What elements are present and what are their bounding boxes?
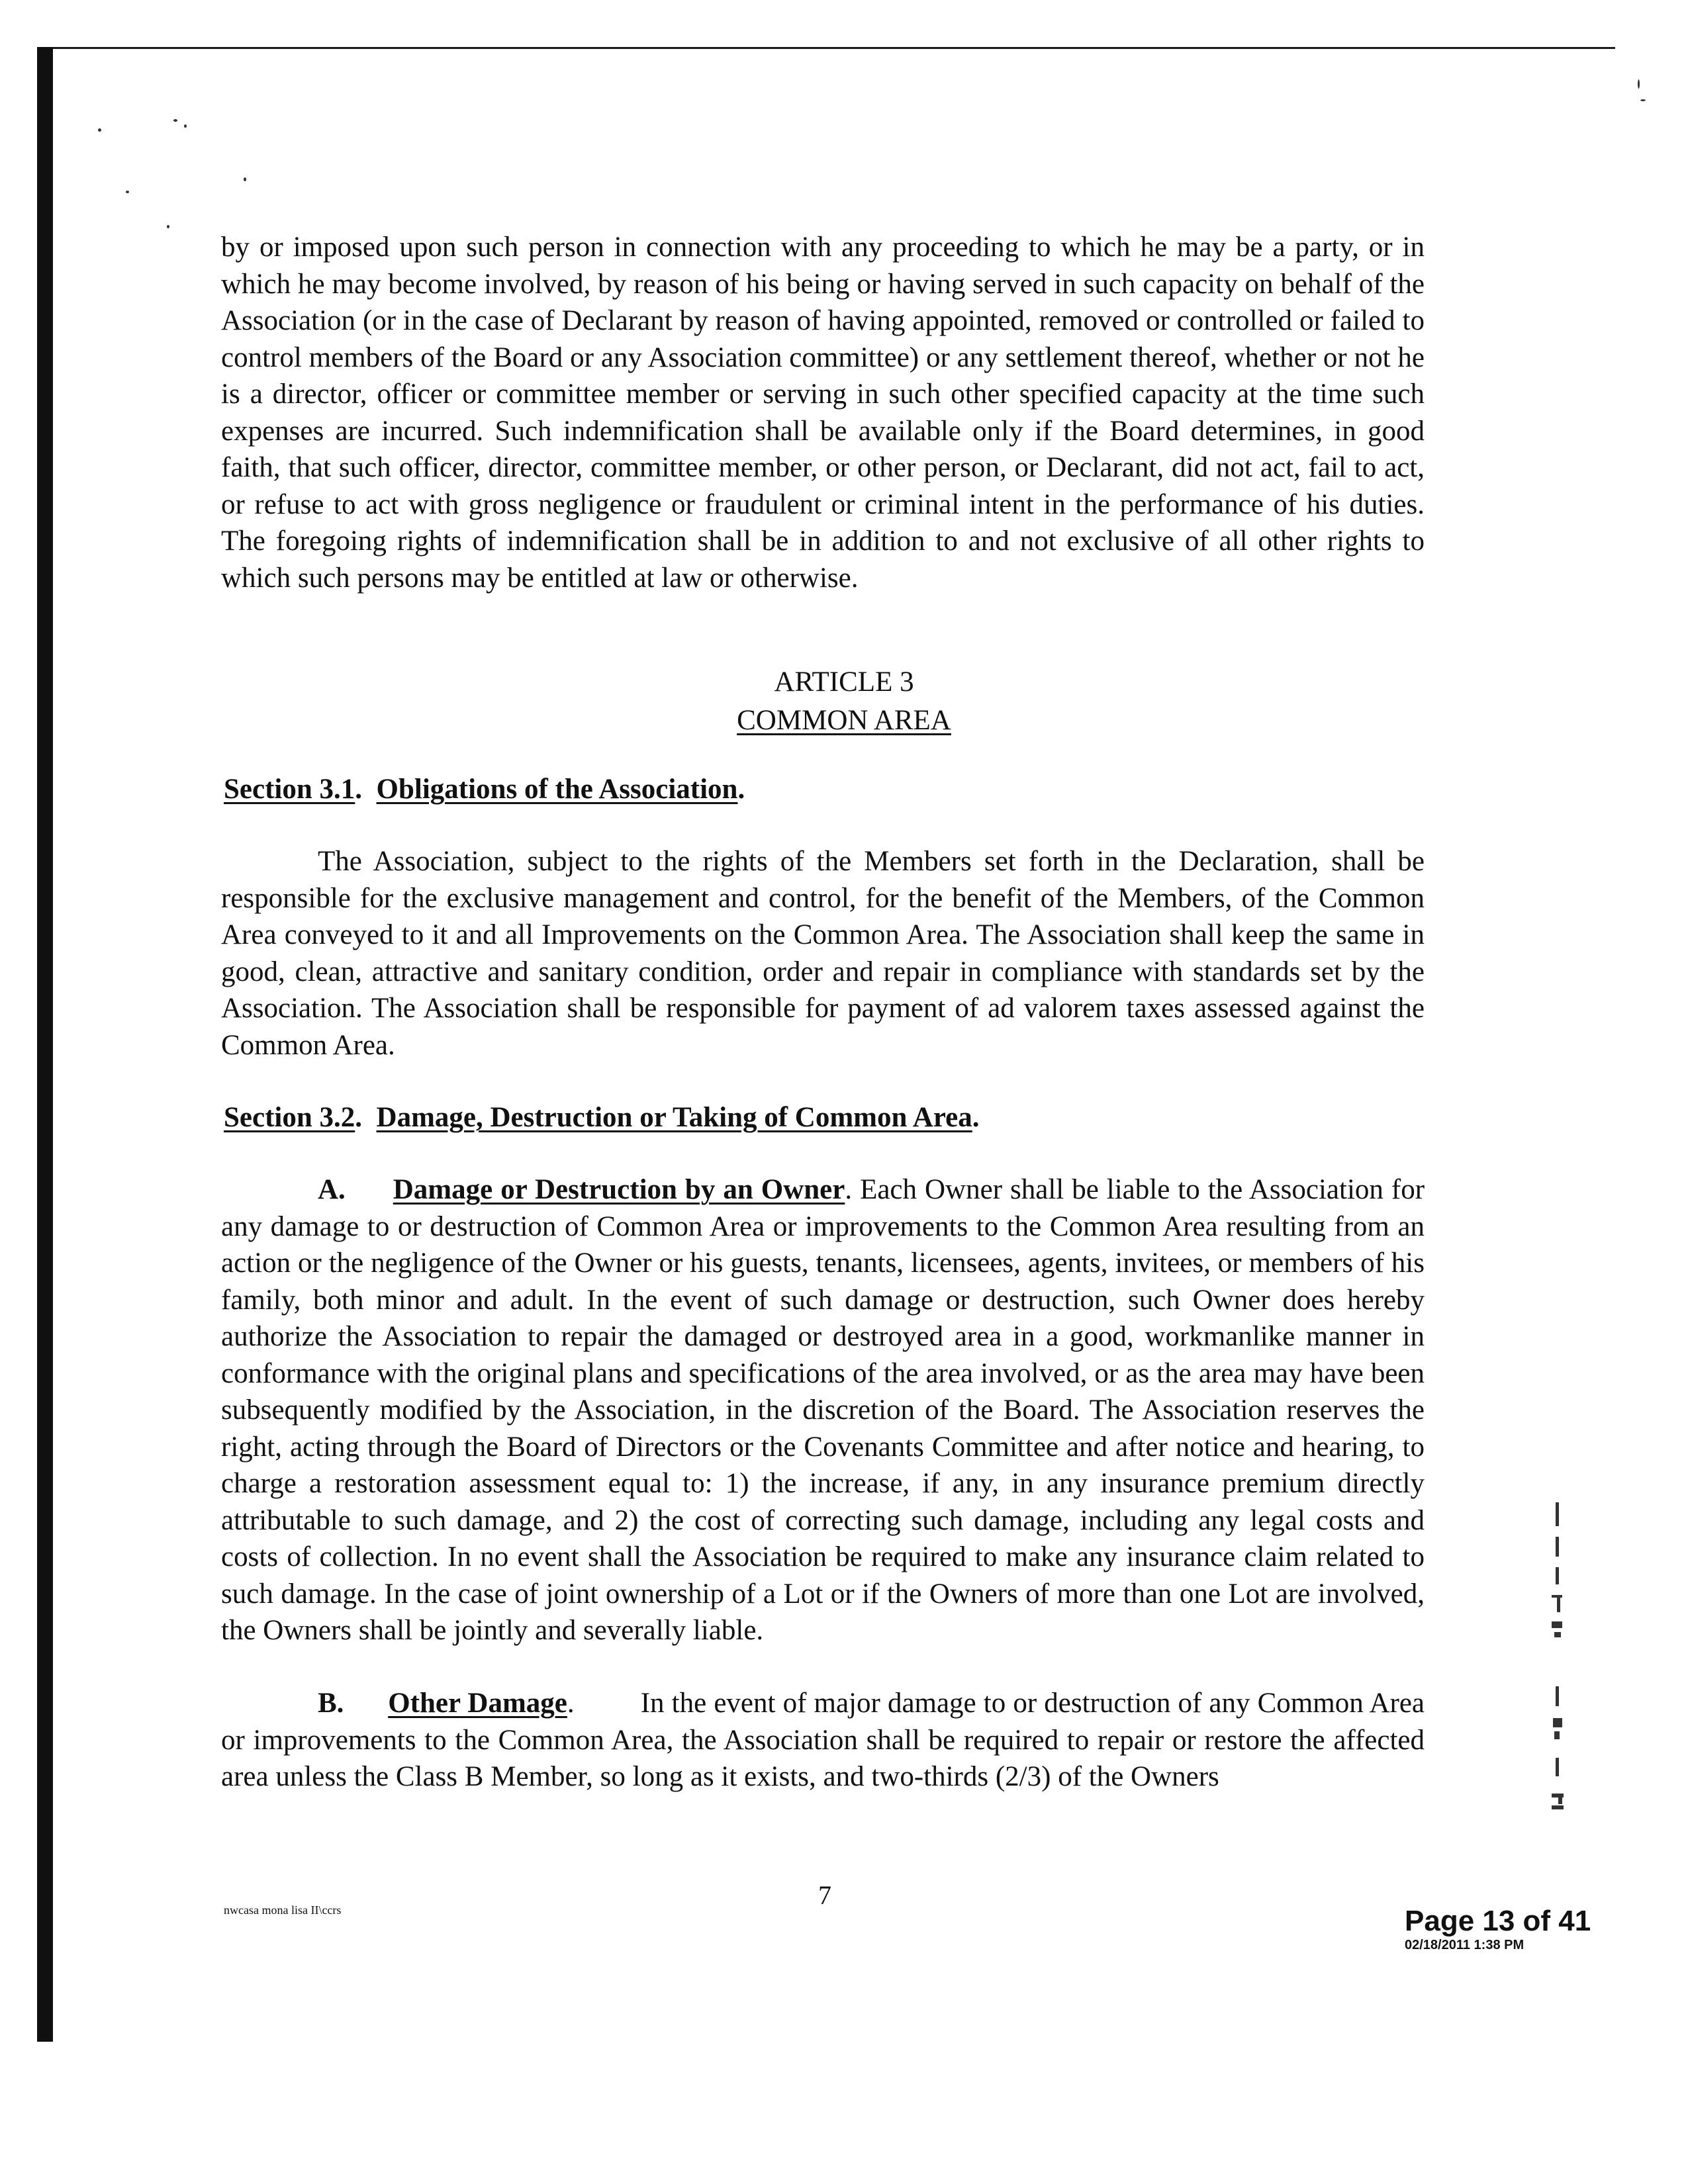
footer-file-reference: nwcasa mona lisa II\ccrs [224, 1903, 342, 1917]
section-title: Damage, Destruction or Taking of Common Area [376, 1102, 972, 1133]
scan-top-rule [37, 47, 1615, 49]
recording-page-stamp: Page 13 of 41 [1405, 1905, 1591, 1937]
scan-speck [167, 225, 169, 228]
article-title: COMMON AREA [737, 705, 951, 736]
paragraph-text: B. Other Damage. In the event of major damage to or destruction of any Common Area or improvements to the Common Area, the Association shall be required to repair or restore the affected area unless the Class B Member, so long as it exists, and two-thirds (2/3) of the Owners [221, 1688, 1425, 1792]
scan-speck [1638, 79, 1640, 89]
item-body: In the event of major damage to or destruction of any Common Area or improvements to the Common Area, the Association shall be required to repair or restore the affected area unless the Class B Member, so long as it exists, and two-thirds (2/3) of the Owners [221, 1688, 1425, 1792]
paragraph-text: The Association, subject to the rights of the Members set forth in the Declaration, shall be responsible for the exclusive management and control, for the benefit of the Members, of the Common Area conveyed to it and all Improvements on the Common Area. The Association shall keep the same in good, clean, attractive and sanitary condition, order and repair in compliance with standards set by the Association. The Association shall be responsible for payment of ad valorem taxes assessed against the Common Area. [221, 846, 1425, 1061]
footer-page-number: 7 [818, 1880, 831, 1910]
section-3-2-item-b [221, 1685, 1425, 1796]
paragraph-text: A. Damage or Destruction by an Owner. Each Owner shall be liable to the Association for any damage to or destruction of Common Area or improvements to the Common Area resulting from an action or the negligence of the Owner or his guests, tenants, licensees, agents, invitees, or members of his family, both minor and adult. In the event of such damage or destruction, such Owner does hereby authorize the Association to repair the damaged or destroyed area in a good, workmanlike manner in conformance with the original plans and specifications of the area involved, or as the area may have been subsequently modified by the Association, in the discretion of the Board. The Association reserves the right, acting through the Board of Directors or the Covenants Committee and after notice and hearing, to charge a restoration assessment equal to: 1) the increase, if any, in any insurance premium directly attributable to such damage, and 2) the cost of correcting such damage, including any legal costs and costs of collection. In no event shall the Association be required to make any insurance claim related to such damage. In the case of joint ownership of a Lot or if the Owners of more than one Lot are involved, the Owners shall be jointly and severally liable. [221, 1174, 1425, 1646]
section-number: Section 3.2 [224, 1102, 355, 1133]
item-letter: A. [318, 1174, 346, 1205]
article-heading [0, 663, 1688, 740]
section-3-2-item-a [221, 1171, 1425, 1649]
item-body: Each Owner shall be liable to the Association for any damage to or destruction of Common Area or improvements to the Common Area resulting from an action or the negligence of the Owner or his guests, tenants, licensees, agents, invitees, or members of his family, both minor and adult. In the event of such damage or destruction, such Owner does hereby authorize the Association to repair the damaged or destroyed area in a good, workmanlike manner in conformance with the original plans and specifications of the area involved, or as the area may have been subsequently modified by the Association, in the discretion of the Board. The Association reserves the right, acting through the Board of Directors or the Covenants Committee and after notice and hearing, to charge a restoration assessment equal to: 1) the increase, if any, in any insurance premium directly attributable to such damage, and 2) the cost of correcting such damage, including any legal costs and costs of collection. In no event shall the Association be required to make any insurance claim related to such damage. In the case of joint ownership of a Lot or if the Owners of more than one Lot are involved, the Owners shall be jointly and severally liable. [221, 1174, 1425, 1646]
scan-speck [98, 128, 101, 132]
scan-left-edge-bar [37, 47, 53, 2042]
item-title: Other Damage [388, 1688, 567, 1719]
scan-speck [1640, 99, 1646, 101]
section-title: Obligations of the Association [376, 774, 738, 805]
scan-speck [126, 191, 129, 193]
article-number: ARTICLE 3 [774, 666, 914, 698]
paragraph-text: by or imposed upon such person in connection with any proceeding to which he may be a party, or in which he may become involved, by reason of his being or having served in such capacity on behalf of the Association (or in the case of Declarant by reason of having appointed, removed or controlled or failed to control members of the Board or any Association committee) or any settlement thereof, whether or not he is a director, officer or committee member or serving in such other specified capacity at the time such expenses are incurred. Such indemnification shall be available only if the Board determines, in good faith, that such officer, director, committee member, or other person, or Declarant, did not act, fail to act, or refuse to act with gross negligence or fraudulent or criminal intent in the performance of his duties. The foregoing rights of indemnification shall be in addition to and not exclusive of all other rights to which such persons may be entitled at law or otherwise. [221, 232, 1425, 594]
paragraph-indemnification-continued [221, 229, 1425, 596]
recording-timestamp-stamp: 02/18/2011 1:38 PM [1405, 1938, 1524, 1952]
item-letter: B. [318, 1688, 344, 1719]
scan-speck [184, 124, 187, 128]
section-3-1-body [221, 843, 1425, 1064]
scan-speck [244, 177, 246, 181]
section-3-2-heading: Section 3.2. Damage, Destruction or Taking of Common Area. [224, 1102, 980, 1133]
item-title: Damage or Destruction by an Owner [393, 1174, 845, 1205]
section-3-1-heading: Section 3.1. Obligations of the Association. [224, 774, 745, 805]
margin-recording-stamp [1540, 1502, 1577, 1846]
section-number: Section 3.1 [224, 774, 355, 805]
scan-speck [173, 119, 177, 122]
